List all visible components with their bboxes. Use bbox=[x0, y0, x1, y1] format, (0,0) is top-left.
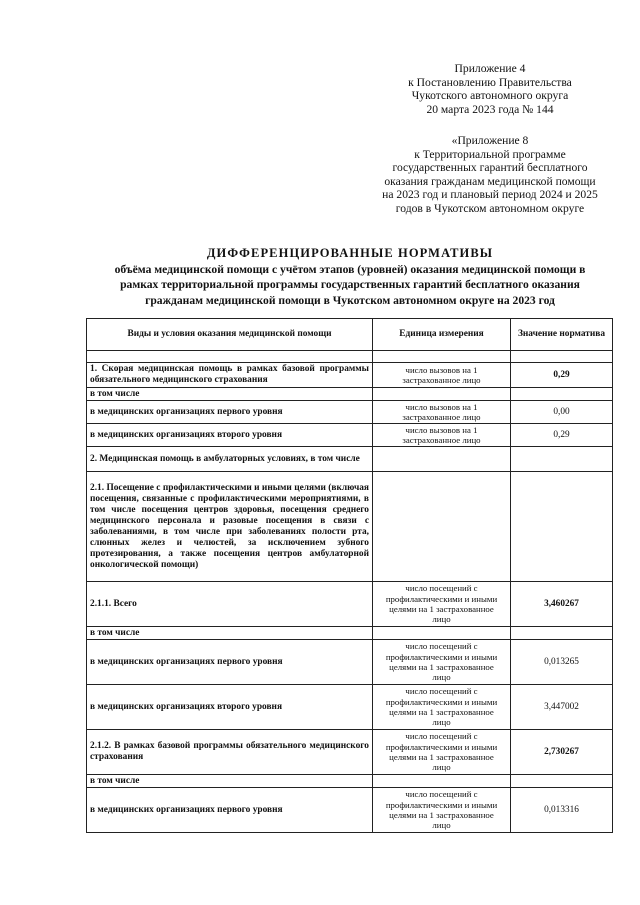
table-row bbox=[87, 788, 613, 833]
cell-value: 0,29 bbox=[511, 363, 613, 388]
unit-line: число вызовов на 1 bbox=[405, 424, 478, 435]
subtitle-line: гражданам медицинской помощи в Чукотском автономном округе на 2023 год bbox=[145, 293, 555, 307]
unit-line: профилактическими и иными bbox=[385, 651, 498, 662]
unit-line: целями на 1 застрахованное bbox=[389, 810, 494, 820]
cell-value: 3,447002 bbox=[511, 685, 613, 730]
unit-line: лицо bbox=[432, 614, 451, 625]
unit-line: число посещений с bbox=[405, 686, 478, 697]
normatives-table bbox=[86, 318, 613, 833]
unit-line: профилактическими и иными bbox=[385, 593, 498, 604]
unit-line: число вызовов на 1 bbox=[405, 401, 478, 412]
cell-condition bbox=[87, 351, 373, 363]
table-row bbox=[87, 627, 613, 640]
cell-condition: в том числе bbox=[87, 775, 373, 788]
unit-line: профилактическими и иными bbox=[385, 741, 498, 752]
cell-unit bbox=[373, 775, 511, 788]
cell-condition: 2.1. Посещение с профилактическими и иными целями (включая посещения, связанные с профилактическими мероприятиями, в том числе посещения центров здоровья, посещения среднего медицинского персонала и разовые посещения в связи с заболеваниями, в том числе при заболеваниях полости рта, слюнных желез и челюстей, за исключением зубного протезирования, а также посещения центров амбулаторной онкологической помощи) bbox=[87, 472, 373, 582]
cell-unit bbox=[373, 685, 511, 730]
unit-line: число посещений с bbox=[405, 583, 478, 594]
subtitle-line: объёма медицинской помощи с учётом этапов (уровней) оказания медицинской помощи в bbox=[114, 263, 586, 276]
appendix-header bbox=[340, 62, 640, 116]
cell-value bbox=[511, 472, 613, 582]
unit-line: лицо bbox=[432, 762, 451, 773]
inner-appendix-header-line: к Территориальной программе bbox=[414, 147, 566, 161]
table-row bbox=[87, 401, 613, 424]
unit-line: профилактическими и иными bbox=[385, 696, 498, 707]
cell-value bbox=[511, 775, 613, 788]
unit-line: число посещений с bbox=[405, 731, 478, 742]
appendix-header-line: Чукотского автономного округа bbox=[411, 89, 569, 103]
table-row bbox=[87, 363, 613, 388]
cell-value bbox=[511, 447, 613, 472]
unit-line: лицо bbox=[432, 717, 451, 728]
unit-line: застрахованное лицо bbox=[402, 375, 481, 385]
inner-appendix-header-line: на 2023 год и плановый период 2024 и 2025 bbox=[382, 188, 598, 202]
inner-appendix-header-line: оказания гражданам медицинской помощи bbox=[384, 174, 596, 188]
unit-line: лицо bbox=[432, 820, 451, 831]
document-title: ДИФФЕРЕНЦИРОВАННЫЕ НОРМАТИВЫ bbox=[206, 246, 494, 260]
cell-unit bbox=[373, 351, 511, 363]
cell-condition: в медицинских организациях второго уровня bbox=[87, 685, 373, 730]
table-row bbox=[87, 351, 613, 363]
unit-line: лицо bbox=[432, 672, 451, 683]
document-subtitle bbox=[80, 262, 620, 308]
cell-value: 0,29 bbox=[511, 424, 613, 447]
cell-condition: в том числе bbox=[87, 627, 373, 640]
table-row bbox=[87, 730, 613, 775]
cell-condition: 1. Скорая медицинская помощь в рамках базовой программы обязательного медицинского страхования bbox=[87, 363, 373, 388]
cell-value: 3,460267 bbox=[511, 582, 613, 627]
cell-value bbox=[511, 388, 613, 401]
table-row bbox=[87, 640, 613, 685]
cell-condition: в медицинских организациях первого уровня bbox=[87, 640, 373, 685]
cell-unit bbox=[373, 472, 511, 582]
cell-unit bbox=[373, 640, 511, 685]
cell-condition: 2.1.1. Всего bbox=[87, 582, 373, 627]
inner-appendix-header-line: годов в Чукотском автономном округе bbox=[395, 201, 585, 215]
inner-appendix-header-line: «Приложение 8 bbox=[451, 134, 529, 147]
cell-condition: в медицинских организациях первого уровня bbox=[87, 401, 373, 424]
unit-line: целями на 1 застрахованное bbox=[389, 707, 494, 717]
cell-condition: в медицинских организациях первого уровня bbox=[87, 788, 373, 833]
cell-unit bbox=[373, 447, 511, 472]
cell-value: 0,013316 bbox=[511, 788, 613, 833]
cell-condition: 2.1.2. В рамках базовой программы обязательного медицинского страхования bbox=[87, 730, 373, 775]
cell-value: 0,00 bbox=[511, 401, 613, 424]
header-value: Значение норматива bbox=[511, 319, 613, 351]
unit-line: целями на 1 застрахованное bbox=[389, 752, 494, 762]
table-row bbox=[87, 447, 613, 472]
cell-condition: 2. Медицинская помощь в амбулаторных условиях, в том числе bbox=[87, 447, 373, 472]
table-header-row bbox=[87, 319, 613, 351]
table-row bbox=[87, 424, 613, 447]
header-unit: Единица измерения bbox=[373, 319, 511, 351]
subtitle-line: рамках территориальной программы государственных гарантий бесплатного оказания bbox=[120, 278, 580, 292]
inner-appendix-header bbox=[340, 134, 640, 216]
table-row bbox=[87, 388, 613, 401]
cell-unit bbox=[373, 424, 511, 447]
unit-line: целями на 1 застрахованное bbox=[389, 662, 494, 672]
cell-unit bbox=[373, 388, 511, 401]
unit-line: число посещений с bbox=[405, 789, 478, 800]
table-row bbox=[87, 582, 613, 627]
appendix-header-line: Приложение 4 bbox=[454, 62, 526, 75]
cell-value: 2,730267 bbox=[511, 730, 613, 775]
unit-line: профилактическими и иными bbox=[385, 799, 498, 810]
cell-unit bbox=[373, 730, 511, 775]
unit-line: число вызовов на 1 bbox=[405, 364, 478, 375]
cell-unit bbox=[373, 363, 511, 388]
header-condition: Виды и условия оказания медицинской помощи bbox=[87, 319, 373, 351]
cell-unit bbox=[373, 401, 511, 424]
inner-appendix-header-line: государственных гарантий бесплатного bbox=[392, 161, 588, 175]
unit-line: застрахованное лицо bbox=[402, 435, 481, 445]
cell-value bbox=[511, 627, 613, 640]
cell-unit bbox=[373, 582, 511, 627]
table-row bbox=[87, 775, 613, 788]
cell-unit bbox=[373, 627, 511, 640]
cell-unit bbox=[373, 788, 511, 833]
cell-condition: в том числе bbox=[87, 388, 373, 401]
unit-line: число посещений с bbox=[405, 641, 478, 652]
cell-value bbox=[511, 351, 613, 363]
appendix-header-line: к Постановлению Правительства bbox=[408, 75, 572, 89]
unit-line: застрахованное лицо bbox=[402, 412, 481, 422]
table-row bbox=[87, 472, 613, 582]
cell-value: 0,013265 bbox=[511, 640, 613, 685]
unit-line: целями на 1 застрахованное bbox=[389, 604, 494, 614]
table-row bbox=[87, 685, 613, 730]
appendix-header-line: 20 марта 2023 года № 144 bbox=[426, 102, 554, 116]
cell-condition: в медицинских организациях второго уровня bbox=[87, 424, 373, 447]
